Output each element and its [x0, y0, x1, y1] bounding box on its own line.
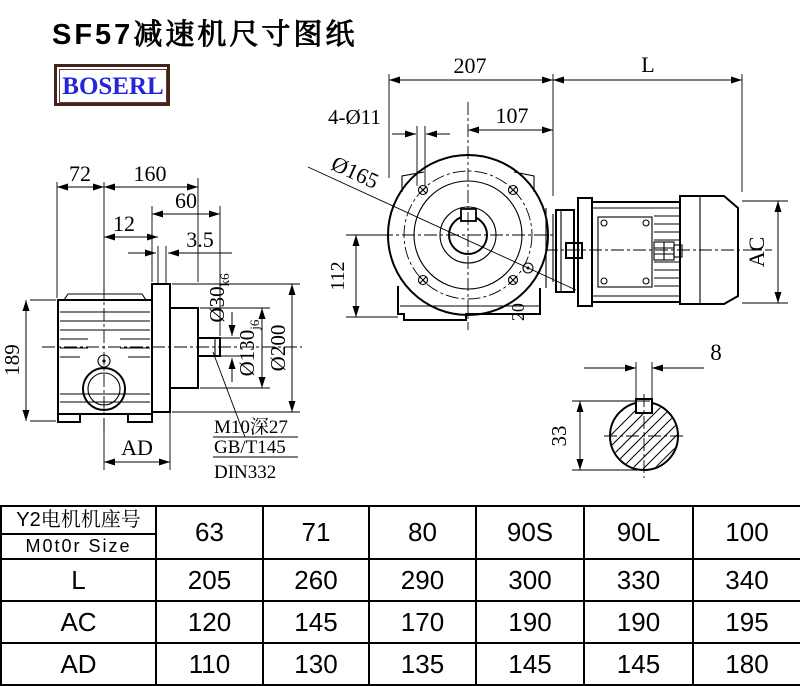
dim-ac-label: AC: [744, 236, 769, 268]
cell-AD-90s: 145: [476, 643, 584, 685]
size-col-63: 63: [156, 506, 263, 559]
cell-L-100: 340: [693, 559, 800, 601]
row-label-L: L: [1, 559, 156, 601]
size-col-90l: 90L: [584, 506, 693, 559]
spec-table: [0, 505, 800, 686]
cell-AD-80: 135: [369, 643, 476, 685]
holes-4xd11-label: 4-Ø11: [328, 105, 381, 129]
cell-AC-71: 145: [263, 601, 369, 643]
dim-72-label: 72: [69, 161, 91, 186]
cell-L-90l: 330: [584, 559, 693, 601]
dim-60-label: 60: [175, 188, 197, 213]
cell-AD-71: 130: [263, 643, 369, 685]
cell-AC-100: 195: [693, 601, 800, 643]
dim-160-label: 160: [133, 161, 167, 186]
cell-L-63: 205: [156, 559, 263, 601]
cell-AD-100: 180: [693, 643, 800, 685]
cell-AC-80: 170: [369, 601, 476, 643]
cell-AD-90l: 145: [584, 643, 693, 685]
size-col-90s: 90S: [476, 506, 584, 559]
dim-207-label: 207: [453, 53, 487, 78]
note-din332: DIN332: [214, 462, 277, 483]
note-gbt145: GB/T145: [214, 437, 286, 458]
table-row-L: [1, 559, 800, 601]
cell-AC-90l: 190: [584, 601, 693, 643]
logo-text: BOSERL: [62, 72, 164, 100]
motor-size-header-cn: Y2电机机座号: [2, 507, 155, 535]
cell-L-90s: 300: [476, 559, 584, 601]
dim-112-label: 112: [327, 261, 349, 291]
dia-130j6-label: [235, 319, 262, 376]
dia-130-tol-text: j6: [247, 319, 262, 330]
dim-33-label: 33: [547, 425, 571, 447]
row-label-AD: AD: [1, 643, 156, 685]
size-col-100: 100: [693, 506, 800, 559]
dim-107-label: 107: [495, 103, 529, 128]
cell-AC-90s: 190: [476, 601, 584, 643]
motor-size-header-cell: [1, 506, 156, 559]
table-row-AC: [1, 601, 800, 643]
dim-20-label: 20: [508, 303, 528, 321]
size-col-80: 80: [369, 506, 476, 559]
dim-3p5-label: 3.5: [186, 227, 214, 252]
shaft-section-view: [547, 340, 748, 486]
size-col-71: 71: [263, 506, 369, 559]
dia-30-tol-text: k6: [217, 273, 232, 287]
page-title: SF57减速机尺寸图纸: [52, 19, 358, 51]
dia-200-label: Ø200: [266, 324, 290, 372]
table-row-AD: [1, 643, 800, 685]
cell-AC-63: 120: [156, 601, 263, 643]
dia-165-label: Ø165: [327, 150, 383, 194]
dim-L-label: L: [641, 52, 655, 77]
row-label-AC: AC: [1, 601, 156, 643]
dim-189-label: 189: [0, 344, 24, 376]
dia-30k6-label: [205, 273, 232, 323]
note-thread: M10深27: [214, 417, 288, 438]
front-view: [308, 52, 788, 330]
dia-30-text: Ø30: [205, 286, 229, 323]
motor-fins: [654, 216, 680, 286]
dim-8-label: 8: [710, 340, 722, 365]
dim-ad-label: AD: [121, 435, 153, 460]
dim-12-label: 12: [113, 211, 135, 236]
side-view: [0, 161, 302, 483]
cell-AD-63: 110: [156, 643, 263, 685]
cell-L-80: 290: [369, 559, 476, 601]
cell-L-71: 260: [263, 559, 369, 601]
motor-size-header-en: M0t0r Size: [25, 536, 132, 556]
dia-130-text: Ø130: [235, 329, 259, 377]
